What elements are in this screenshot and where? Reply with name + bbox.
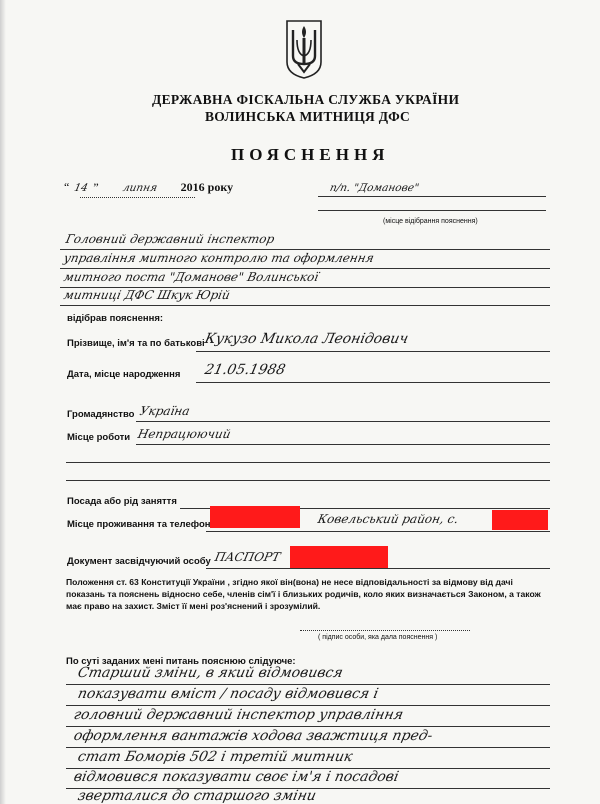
citizenship-value: Україна [138, 404, 192, 418]
date-year: 2016 [180, 180, 205, 194]
citizenship-label: Громадянство [67, 409, 135, 420]
taker-line-1: Головний державний інспектор [64, 232, 276, 246]
date-day: 14 [73, 182, 90, 194]
scan-shadow [0, 0, 6, 804]
redaction-residence-1 [210, 506, 300, 528]
date-row: “ 14 ” липня 2016 року [64, 180, 234, 194]
workplace-value: Непрацюючий [136, 427, 233, 441]
residence-value: Ковельський район, с. [316, 512, 460, 526]
signature-caption: ( підпис особи, яка дала пояснення ) [318, 634, 438, 641]
workplace-label: Місце роботи [67, 432, 131, 443]
position-label: Посада або рід заняття [67, 496, 177, 507]
document-label: Документ засвідчуючий особу [67, 556, 211, 567]
statement-line-5: стат Боморів 502 і третій митник [76, 749, 355, 765]
place-caption: (місце відібрання пояснення) [383, 218, 478, 225]
legal-notice: Положення ст. 63 Конституції України , згідно якої він(вона) не несе відповідальності за відмову від дачі показань та пояснень відносно себе, членів сім'ї і близьких родичів, коло яких визначається Законом, а також має право на захист. Зміст її мені роз'яснений і зрозумілий. [66, 577, 541, 611]
name-value: Кукузо Микола Леонідович [203, 331, 410, 347]
redaction-document [290, 546, 388, 568]
taker-line-3: митного поста "Доманове" Волинської [62, 270, 320, 284]
signature-line [300, 630, 470, 631]
redaction-residence-2 [492, 510, 548, 530]
statement-line-1: Старший зміни, в який відмовився [76, 665, 345, 681]
name-label: Прізвище, ім'я та по батькові [67, 338, 205, 349]
date-month: липня [121, 182, 158, 194]
page-title: ПОЯСНЕННЯ [231, 145, 390, 164]
agency-name: ДЕРЖАВНА ФІСКАЛЬНА СЛУЖБА УКРАЇНИ [152, 92, 460, 107]
taker-line-2: управління митного контролю та оформлення [62, 251, 376, 265]
dob-label: Дата, місце народження [67, 369, 181, 380]
dob-value: 21.05.1988 [203, 362, 287, 378]
statement-intro: По суті заданих мені питань пояснюю слідуюче: [66, 656, 296, 667]
statement-line-7: зверталися до старшого зміни [76, 788, 318, 804]
taker-label: відібрав пояснення: [67, 313, 164, 324]
customs-name: ВОЛИНСЬКА МИТНИЦЯ ДФС [205, 109, 411, 124]
place-value: п/п. "Доманове" [328, 182, 421, 194]
residence-label: Місце проживання та телефон [67, 519, 211, 530]
statement-line-6: відмовився показувати своє ім'я і посадові [72, 769, 401, 785]
trident-emblem-icon [284, 18, 324, 80]
date-year-suffix: року [207, 180, 234, 194]
statement-line-4: оформлення вантажів ходова зважтиця пред- [72, 728, 435, 744]
taker-line-4: митниці ДФС Шкук Юрій [62, 288, 232, 302]
document-value: ПАСПОРТ [213, 550, 282, 564]
statement-line-2: показувати вміст / посаду відмовився і [76, 686, 380, 702]
statement-line-3: головний державний інспектор управління [72, 707, 405, 723]
